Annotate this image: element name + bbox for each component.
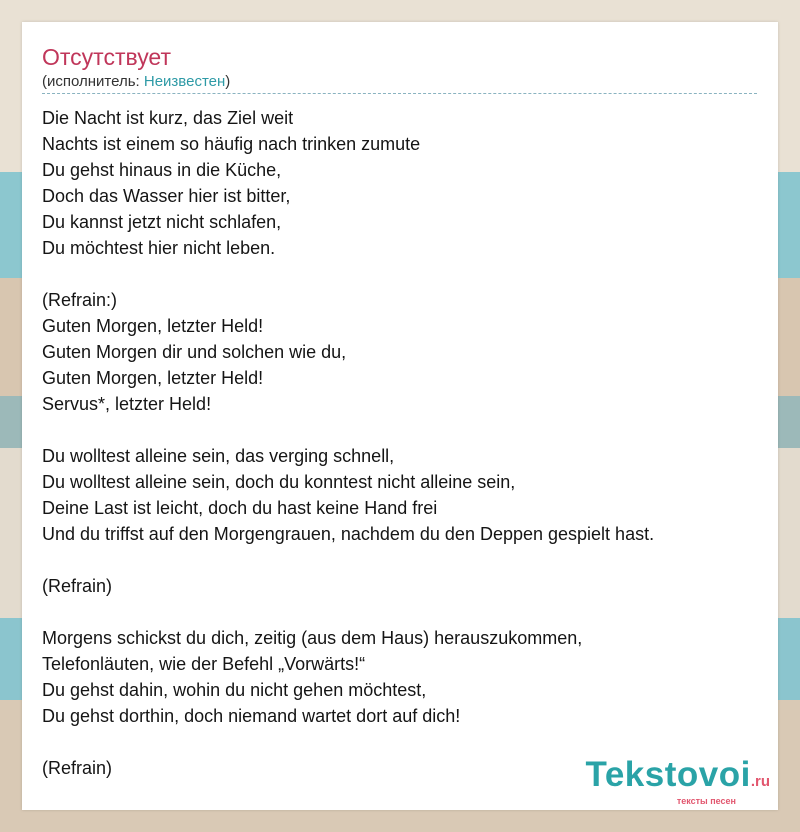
lyrics-line: Morgens schickst du dich, zeitig (aus dem Haus) herauszukommen, — [42, 628, 583, 648]
lyrics-blank-line — [42, 547, 762, 573]
lyrics-line: (Refrain) — [42, 576, 113, 596]
artist-link[interactable]: Неизвестен — [143, 73, 226, 90]
song-title: Отсутствует — [42, 44, 171, 70]
logo-domain: .ru — [750, 773, 770, 790]
lyrics-line: Nachts ist einem so häufig nach trinken zumute — [42, 134, 421, 154]
divider — [42, 93, 757, 94]
lyrics-text — [42, 105, 762, 781]
lyrics-line: Du gehst hinaus in die Küche, — [42, 160, 282, 180]
lyrics-blank-line — [42, 729, 762, 755]
lyrics-line: Deine Last ist leicht, doch du hast keine Hand frei — [42, 498, 438, 518]
artist-line — [42, 73, 230, 90]
lyrics-line: Du möchtest hier nicht leben. — [42, 238, 276, 258]
lyrics-line: Du gehst dahin, wohin du nicht gehen möchtest, — [42, 680, 427, 700]
lyrics-line: Und du triffst auf den Morgengrauen, nachdem du den Deppen gespielt hast. — [42, 524, 655, 544]
lyrics-line: Telefonläuten, wie der Befehl „Vorwärts!“ — [42, 654, 366, 674]
lyrics-line: Guten Morgen dir und solchen wie du, — [42, 342, 347, 362]
site-logo[interactable] — [586, 757, 770, 806]
logo-tagline: тексты песен — [676, 796, 736, 806]
artist-prefix: (исполнитель: — [42, 73, 144, 90]
lyrics-line: (Refrain:) — [42, 290, 118, 310]
lyrics-line: Du wolltest alleine sein, doch du konntest nicht alleine sein, — [42, 472, 516, 492]
artist-suffix: ) — [225, 73, 231, 90]
lyrics-blank-line — [42, 417, 762, 443]
lyrics-line: Du gehst dorthin, doch niemand wartet dort auf dich! — [42, 706, 461, 726]
lyrics-line: (Refrain) — [42, 758, 113, 778]
lyrics-blank-line — [42, 261, 762, 287]
lyrics-line: Doch das Wasser hier ist bitter, — [42, 186, 291, 206]
lyrics-line: Servus*, letzter Held! — [42, 394, 212, 414]
lyrics-line: Guten Morgen, letzter Held! — [42, 368, 264, 388]
lyrics-line: Du kannst jetzt nicht schlafen, — [42, 212, 282, 232]
logo-name: Tekstovoi — [585, 755, 751, 794]
lyrics-line: Du wolltest alleine sein, das verging schnell, — [42, 446, 395, 466]
lyrics-blank-line — [42, 599, 762, 625]
lyrics-card — [22, 22, 778, 810]
lyrics-line: Die Nacht ist kurz, das Ziel weit — [42, 108, 294, 128]
lyrics-line: Guten Morgen, letzter Held! — [42, 316, 264, 336]
